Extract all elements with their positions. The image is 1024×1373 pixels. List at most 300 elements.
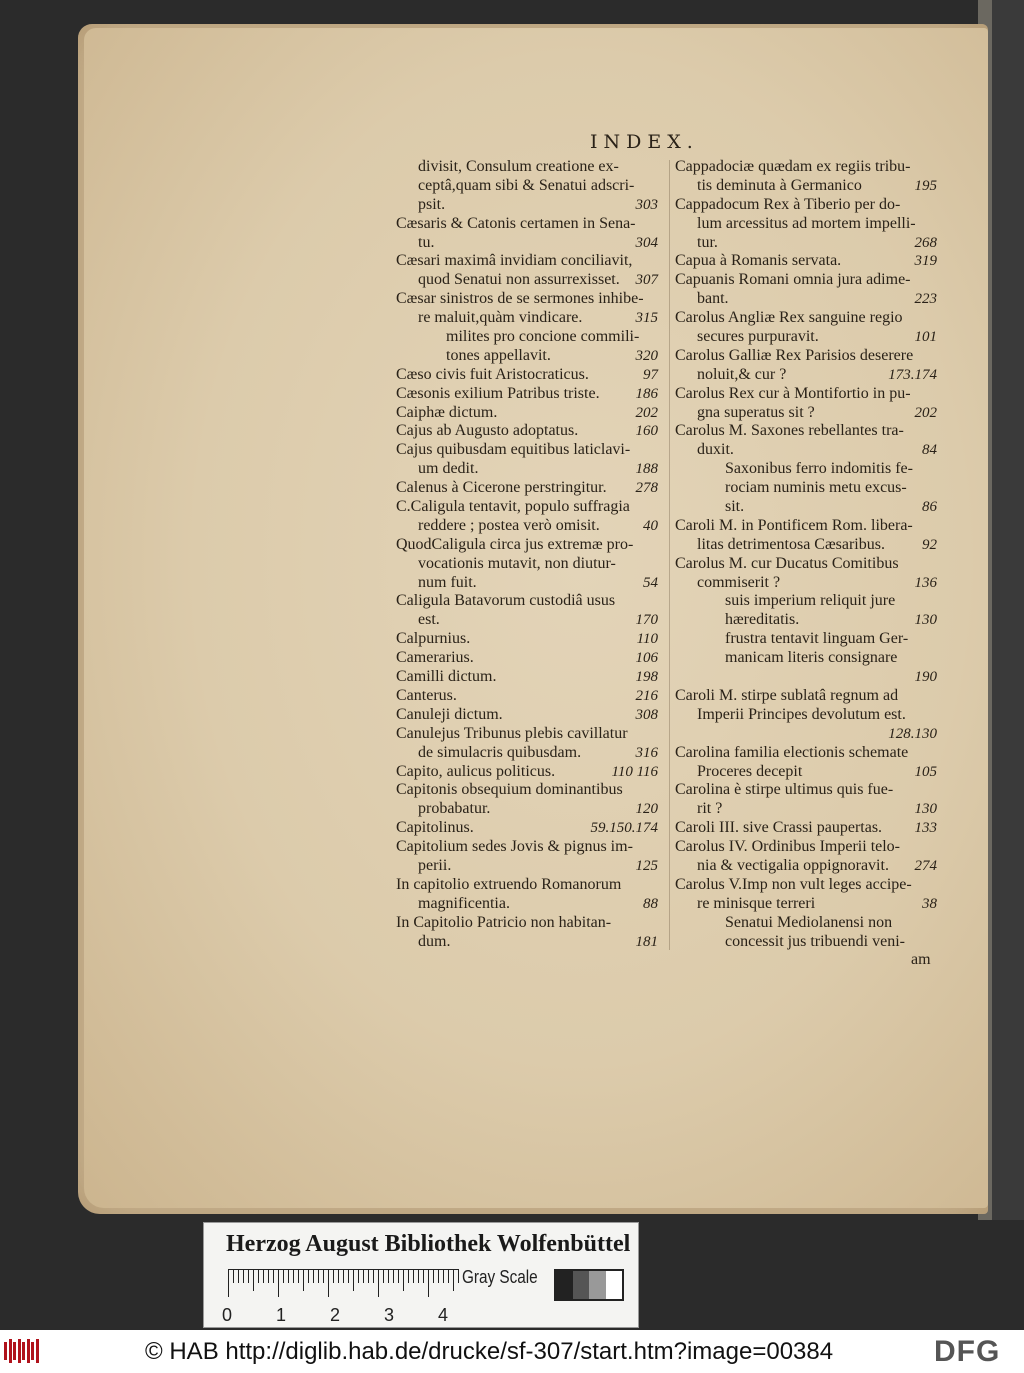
ruler-tick (358, 1269, 359, 1283)
index-entry-text: commiserit ? (697, 573, 781, 591)
index-entry-line (396, 536, 662, 555)
ruler-tick (303, 1269, 304, 1291)
index-entry-line (396, 592, 662, 611)
index-page-number: 120 (635, 801, 658, 818)
index-entry-text: Calenus à Cicerone perstringitur. (396, 479, 607, 497)
index-entry-line (675, 649, 941, 668)
index-entry (396, 215, 662, 253)
index-entry-line (675, 177, 941, 196)
ruler-tick (313, 1269, 314, 1283)
index-entry (675, 196, 941, 253)
footer-bar (0, 1330, 1024, 1373)
index-entry-line (675, 876, 941, 895)
index-entry (396, 914, 662, 952)
index-entry (675, 687, 941, 744)
index-entry-text: Capitolium sedes Jovis & pignus im- (396, 838, 633, 856)
ruler-tick (288, 1269, 289, 1283)
index-page-number: 86 (922, 499, 937, 516)
index-page-number: 106 (635, 650, 658, 667)
ruler-tick (428, 1269, 429, 1297)
index-page-number: 268 (914, 234, 937, 251)
index-entry-line (675, 914, 941, 933)
index-entry-line (396, 706, 662, 725)
index-entry-text: de simulacris quibusdam. (418, 743, 582, 761)
index-entry-text: concessit jus tribuendi veni- (725, 932, 905, 950)
index-entry-text: Camerarius. (396, 649, 474, 667)
index-entry-line (396, 555, 662, 574)
index-entry-line (675, 668, 941, 687)
ruler-tick (343, 1269, 344, 1283)
index-entry-text: Carolus M. cur Ducatus Comitibus (675, 554, 899, 572)
ruler-tick (243, 1269, 244, 1283)
index-entry (675, 158, 941, 196)
index-entry-line (675, 706, 941, 725)
index-entry-text: Capito, aulicus politicus. (396, 762, 556, 780)
ruler-tick (348, 1269, 349, 1283)
index-entry-line (396, 668, 662, 687)
index-entry-line (396, 687, 662, 706)
index-entry-text: Cæsaris & Catonis certamen in Sena- (396, 214, 636, 232)
index-entry (675, 347, 941, 385)
index-entry-text: frustra tentavit linguam Ger- (725, 630, 909, 648)
index-entry-text: Saxonibus ferro indomitis fe- (725, 460, 913, 478)
index-page-number: 54 (643, 574, 658, 591)
index-page-number: 101 (914, 329, 937, 346)
ruler-tick (258, 1269, 259, 1283)
index-entry-text: Cappadocum Rex à Tiberio per do- (675, 195, 901, 213)
index-entry-text: rociam numinis metu excus- (725, 479, 907, 497)
ruler-tick (363, 1269, 364, 1283)
index-column-right (675, 158, 941, 970)
index-entry-text: Proceres decepit (697, 762, 803, 780)
ruler-tick (253, 1269, 254, 1291)
ruler-tick (413, 1269, 414, 1283)
ruler-tick (433, 1269, 434, 1283)
index-entry-line (675, 309, 941, 328)
index-entry (675, 422, 941, 460)
index-page-number: 320 (635, 347, 658, 364)
index-entry (396, 725, 662, 763)
ruler-tick (383, 1269, 384, 1283)
index-entry-line (675, 271, 941, 290)
index-page-number: 188 (635, 461, 658, 478)
index-entry (396, 290, 662, 328)
index-entry-text: Canterus. (396, 686, 457, 704)
index-page-number: 128.130 (888, 725, 937, 742)
index-entry-text: In Capitolio Patricio non habitan- (396, 913, 612, 931)
index-entry (675, 592, 941, 630)
index-entry-line (675, 611, 941, 630)
index-entry-line (675, 196, 941, 215)
ruler-tick (338, 1269, 339, 1283)
index-entry-text: Carolus Angliæ Rex sanguine regio (675, 309, 903, 327)
hab-logo-icon (4, 1336, 44, 1366)
index-entry-line (396, 177, 662, 196)
index-entry-line (396, 215, 662, 234)
index-entry-text: psit. (418, 195, 446, 213)
index-entry-text: Caroli M. stirpe sublatâ regnum ad (675, 686, 899, 704)
index-entry-text: Canulejus Tribunus plebis cavillatur (396, 724, 628, 742)
ruler-tick (393, 1269, 394, 1283)
index-entry-line (675, 687, 941, 706)
index-entry-line (675, 479, 941, 498)
index-entry-text: Capitonis obsequium dominantibus (396, 781, 623, 799)
index-entry-line (675, 404, 941, 423)
ruler-tick (388, 1269, 389, 1283)
index-entry-line (675, 460, 941, 479)
index-entry-text: vocationis mutavit, non diutur- (418, 554, 616, 572)
index-entry-line (396, 914, 662, 933)
index-entry-line (675, 592, 941, 611)
index-page-number: 202 (914, 404, 937, 421)
ruler-tick (398, 1269, 399, 1283)
index-entry-text: hæreditatis. (725, 611, 800, 629)
footer-copyright-link[interactable]: © HAB http://diglib.hab.de/drucke/sf-307/start.htm?image=00384 (145, 1338, 834, 1365)
index-entry-line (675, 951, 941, 970)
index-entry-text: milites pro concione commili- (446, 328, 640, 346)
ruler-tick (333, 1269, 334, 1283)
index-entry-text: Carolina familia electionis schemate (675, 743, 909, 761)
index-entry (396, 687, 662, 706)
index-page-number: 160 (635, 423, 658, 440)
index-entry-text: nia & vectigalia oppignoravit. (697, 856, 889, 874)
index-entry (396, 366, 662, 385)
index-entry-line (396, 517, 662, 536)
ruler-tick (458, 1269, 459, 1283)
index-page-number: 136 (914, 574, 937, 591)
index-entry-text: bant. (697, 290, 729, 308)
index-page-number: 319 (914, 253, 937, 270)
index-page-number: 216 (635, 687, 658, 704)
ruler-tick (328, 1269, 329, 1297)
index-entry-text: noluit,& cur ? (697, 365, 787, 383)
index-entry-line (396, 422, 662, 441)
index-entry (675, 838, 941, 876)
index-entry (675, 555, 941, 593)
ruler-tick (453, 1269, 454, 1291)
index-entry-line (675, 781, 941, 800)
ruler-tick (268, 1269, 269, 1283)
ruler-tick (438, 1269, 439, 1283)
index-entry-text: In capitolio extruendo Romanorum (396, 875, 622, 893)
library-label (203, 1222, 639, 1328)
index-entry (675, 517, 941, 555)
index-page-number: 170 (635, 612, 658, 629)
index-entry-text: duxit. (697, 441, 734, 459)
index-page-number: 316 (635, 744, 658, 761)
index-entry-line (396, 328, 662, 347)
ruler-tick (418, 1269, 419, 1283)
index-entry-text: Carolus IV. Ordinibus Imperii telo- (675, 838, 901, 856)
index-entry-text: am (911, 951, 931, 969)
index-entry-text: re maluit,quàm vindicare. (418, 309, 583, 327)
index-entry (675, 271, 941, 309)
index-entry-text: probabatur. (418, 800, 491, 818)
ruler-number: 1 (276, 1305, 287, 1325)
index-entry-text: tur. (697, 233, 718, 251)
index-entry-line (675, 763, 941, 782)
index-entry-line (396, 404, 662, 423)
index-entry-text: suis imperium reliquit jure (725, 592, 896, 610)
index-entry-text: Capua à Romanis servata. (675, 252, 842, 270)
ruler-tick (403, 1269, 404, 1291)
index-entry-line (675, 328, 941, 347)
dfg-logo: DFG (934, 1335, 1001, 1368)
index-entry-line (396, 838, 662, 857)
index-entry-line (675, 385, 941, 404)
index-entry (396, 441, 662, 479)
index-entry (396, 838, 662, 876)
ruler-tick (373, 1269, 374, 1283)
index-page-number: 308 (635, 706, 658, 723)
index-entry-text: tu. (418, 233, 435, 251)
index-page-number: 202 (635, 404, 658, 421)
index-entry (675, 385, 941, 423)
index-page-number: 274 (914, 857, 937, 874)
ruler-tick (318, 1269, 319, 1283)
index-entry (396, 876, 662, 914)
index-entry-line (396, 158, 662, 177)
index-entry-line (675, 234, 941, 253)
ruler-number: 4 (438, 1305, 449, 1325)
index-entry (675, 309, 941, 347)
gray-scale-label: Gray Scale (462, 1267, 538, 1287)
index-page-number: 195 (914, 177, 937, 194)
index-entry-line (675, 347, 941, 366)
ruler-tick (423, 1269, 424, 1283)
index-entry (396, 328, 662, 366)
index-entry-text: ceptâ,quam sibi & Senatui adscri- (418, 176, 635, 194)
index-page-number: 88 (643, 895, 658, 912)
index-entry-text: Carolus Galliæ Rex Parisios deserere (675, 346, 914, 364)
ruler-tick (448, 1269, 449, 1283)
index-entry-text: um dedit. (418, 460, 479, 478)
index-entry (396, 498, 662, 536)
index-entry-text: manicam literis consignare (725, 649, 898, 667)
index-entry (675, 819, 941, 838)
index-entry (396, 630, 662, 649)
index-page-number: 130 (914, 801, 937, 818)
ruler-tick (273, 1269, 274, 1283)
index-entry-text: Cajus ab Augusto adoptatus. (396, 422, 579, 440)
index-entry-text: Cæso civis fuit Aristocraticus. (396, 365, 589, 383)
index-entry (396, 706, 662, 725)
index-entry-line (396, 819, 662, 838)
index-entry-line (396, 800, 662, 819)
index-entry-line (675, 838, 941, 857)
index-entry-line (396, 347, 662, 366)
index-entry (396, 649, 662, 668)
index-entry-text: num fuit. (418, 573, 477, 591)
index-entry-line (675, 158, 941, 177)
ruler-tick (278, 1269, 279, 1297)
index-entry-text: C.Caligula tentavit, populo suffragia (396, 498, 630, 516)
ruler-tick (238, 1269, 239, 1283)
index-entry-line (396, 744, 662, 763)
index-entry-line (396, 895, 662, 914)
index-entry (675, 781, 941, 819)
index-entry (396, 422, 662, 441)
index-page-number: 186 (635, 385, 658, 402)
ruler-tick (323, 1269, 324, 1283)
index-page-number: 133 (914, 820, 937, 837)
index-page-number: 181 (635, 933, 658, 950)
index-entry-text: Caligula Batavorum custodiâ usus (396, 592, 616, 610)
index-page-number: 190 (914, 669, 937, 686)
index-entry-text: litas detrimentosa Cæsaribus. (697, 535, 885, 553)
ruler-tick (283, 1269, 284, 1283)
index-entry (396, 536, 662, 593)
index-page-number: 97 (643, 366, 658, 383)
index-page-number: 59.150.174 (590, 820, 658, 837)
index-entry-line (675, 574, 941, 593)
index-entry-text: Cappadociæ quædam ex regiis tribu- (675, 158, 911, 175)
index-entry-line (675, 630, 941, 649)
index-entry-line (675, 819, 941, 838)
index-page-number: 40 (643, 517, 658, 534)
index-entry-line (396, 441, 662, 460)
index-entry-text: quod Senatui non assurrexisset. (418, 271, 620, 289)
index-entry-line (396, 234, 662, 253)
index-page-number: 307 (635, 272, 658, 289)
index-entry-text: Cæsonis exilium Patribus triste. (396, 384, 600, 402)
ruler-number: 2 (330, 1305, 341, 1325)
index-page-number: 198 (635, 669, 658, 686)
ruler-tick (233, 1269, 234, 1283)
index-entry-line (675, 895, 941, 914)
ruler-tick (408, 1269, 409, 1283)
index-page-number: 315 (635, 310, 658, 327)
index-entry-line (396, 252, 662, 271)
index-entry (396, 592, 662, 630)
index-entry (396, 404, 662, 423)
index-entry-line (675, 800, 941, 819)
index-entry-line (396, 763, 662, 782)
index-entry-line (396, 933, 662, 952)
index-page-number: 173.174 (888, 366, 937, 383)
index-entry-text: Carolina è stirpe ultimus quis fue- (675, 781, 894, 799)
index-page-number: 105 (914, 763, 937, 780)
index-entry-line (675, 744, 941, 763)
index-entry-text: QuodCaligula circa jus extremæ pro- (396, 535, 634, 553)
scale-ruler (228, 1269, 458, 1303)
index-entry (396, 763, 662, 782)
index-entry-line (675, 441, 941, 460)
index-entry-line (675, 498, 941, 517)
ruler-tick (308, 1269, 309, 1283)
ruler-numbers (222, 1305, 482, 1325)
index-entry-text: secures purpuravit. (697, 328, 819, 346)
index-entry-text: Cæsar sinistros de se sermones inhibe- (396, 290, 644, 308)
index-entry-line (396, 725, 662, 744)
index-page-number: 84 (922, 442, 937, 459)
index-entry (396, 479, 662, 498)
index-entry-text: sit. (725, 498, 745, 516)
index-page-number: 110 (636, 631, 658, 648)
ruler-tick (353, 1269, 354, 1291)
index-entry-text: Cajus quibusdam equitibus laticlavi- (396, 441, 631, 459)
index-entry-line (396, 366, 662, 385)
index-entry-text: Caiphæ dictum. (396, 403, 498, 421)
index-entry-text: reddere ; postea verò omisit. (418, 516, 600, 534)
index-entry-text: lum arcessitus ad mortem impelli- (697, 214, 916, 232)
index-entry-line (396, 479, 662, 498)
index-entry-line (675, 366, 941, 385)
index-page-number: 125 (635, 857, 658, 874)
gray-scale-swatch (554, 1269, 624, 1301)
index-entry-line (675, 517, 941, 536)
index-entry-text: Carolus M. Saxones rebellantes tra- (675, 422, 904, 440)
ruler-tick (298, 1269, 299, 1283)
index-entry (675, 914, 941, 971)
index-entry-line (396, 460, 662, 479)
index-entry-text: Carolus Rex cur à Montifortio in pu- (675, 384, 911, 402)
index-page-number: 304 (635, 234, 658, 251)
index-entry-line (675, 857, 941, 876)
index-entry (396, 819, 662, 838)
index-entry-text: Caroli III. sive Crassi paupertas. (675, 819, 883, 837)
index-entry-text: Calpurnius. (396, 630, 471, 648)
index-entry-line (396, 196, 662, 215)
index-entry-text: Caroli M. in Pontificem Rom. libera- (675, 516, 913, 534)
index-entry (396, 385, 662, 404)
index-column-left (396, 158, 662, 951)
index-entry-line (396, 290, 662, 309)
index-entry-text: est. (418, 611, 440, 629)
index-entry-line (396, 271, 662, 290)
index-entry-line (675, 725, 941, 744)
index-page-number: 38 (922, 895, 937, 912)
ruler-tick (248, 1269, 249, 1283)
index-entry (396, 158, 662, 215)
index-entry-text: gna superatus sit ? (697, 403, 815, 421)
index-entry-text: Canuleji dictum. (396, 705, 503, 723)
index-entry-text: rit ? (697, 800, 723, 818)
ruler-tick (263, 1269, 264, 1283)
index-entry-line (675, 422, 941, 441)
index-entry-line (396, 649, 662, 668)
ruler-number: 0 (222, 1305, 233, 1325)
index-entry-text: Carolus V.Imp non vult leges accipe- (675, 875, 912, 893)
index-entry-line (396, 781, 662, 800)
index-entry (675, 460, 941, 517)
index-entry-line (675, 215, 941, 234)
index-entry-text: Senatui Mediolanensi non (725, 913, 893, 931)
index-entry-line (396, 309, 662, 328)
index-entry-line (396, 630, 662, 649)
library-name: Herzog August Bibliothek Wolfenbüttel (226, 1231, 631, 1257)
index-page-number: 223 (914, 291, 937, 308)
index-entry-line (675, 933, 941, 952)
index-entry-line (675, 252, 941, 271)
index-entry-text: dum. (418, 932, 451, 950)
index-entry (396, 252, 662, 290)
index-entry-text: Imperii Principes devolutum est. (697, 705, 906, 723)
index-entry-text: Cæsari maximâ invidiam conciliavit, (396, 252, 633, 270)
ruler-number: 3 (384, 1305, 395, 1325)
ruler-tick (368, 1269, 369, 1283)
index-entry-line (675, 290, 941, 309)
index-entry (396, 781, 662, 819)
index-entry-line (675, 536, 941, 555)
index-entry-text: divisit, Consulum creatione ex- (418, 158, 619, 175)
ruler-tick (293, 1269, 294, 1283)
index-entry-text: tones appellavit. (446, 346, 551, 364)
index-entry-line (396, 385, 662, 404)
index-entry-text: Capitolinus. (396, 819, 474, 837)
index-entry-text: perii. (418, 856, 452, 874)
index-entry-line (396, 857, 662, 876)
